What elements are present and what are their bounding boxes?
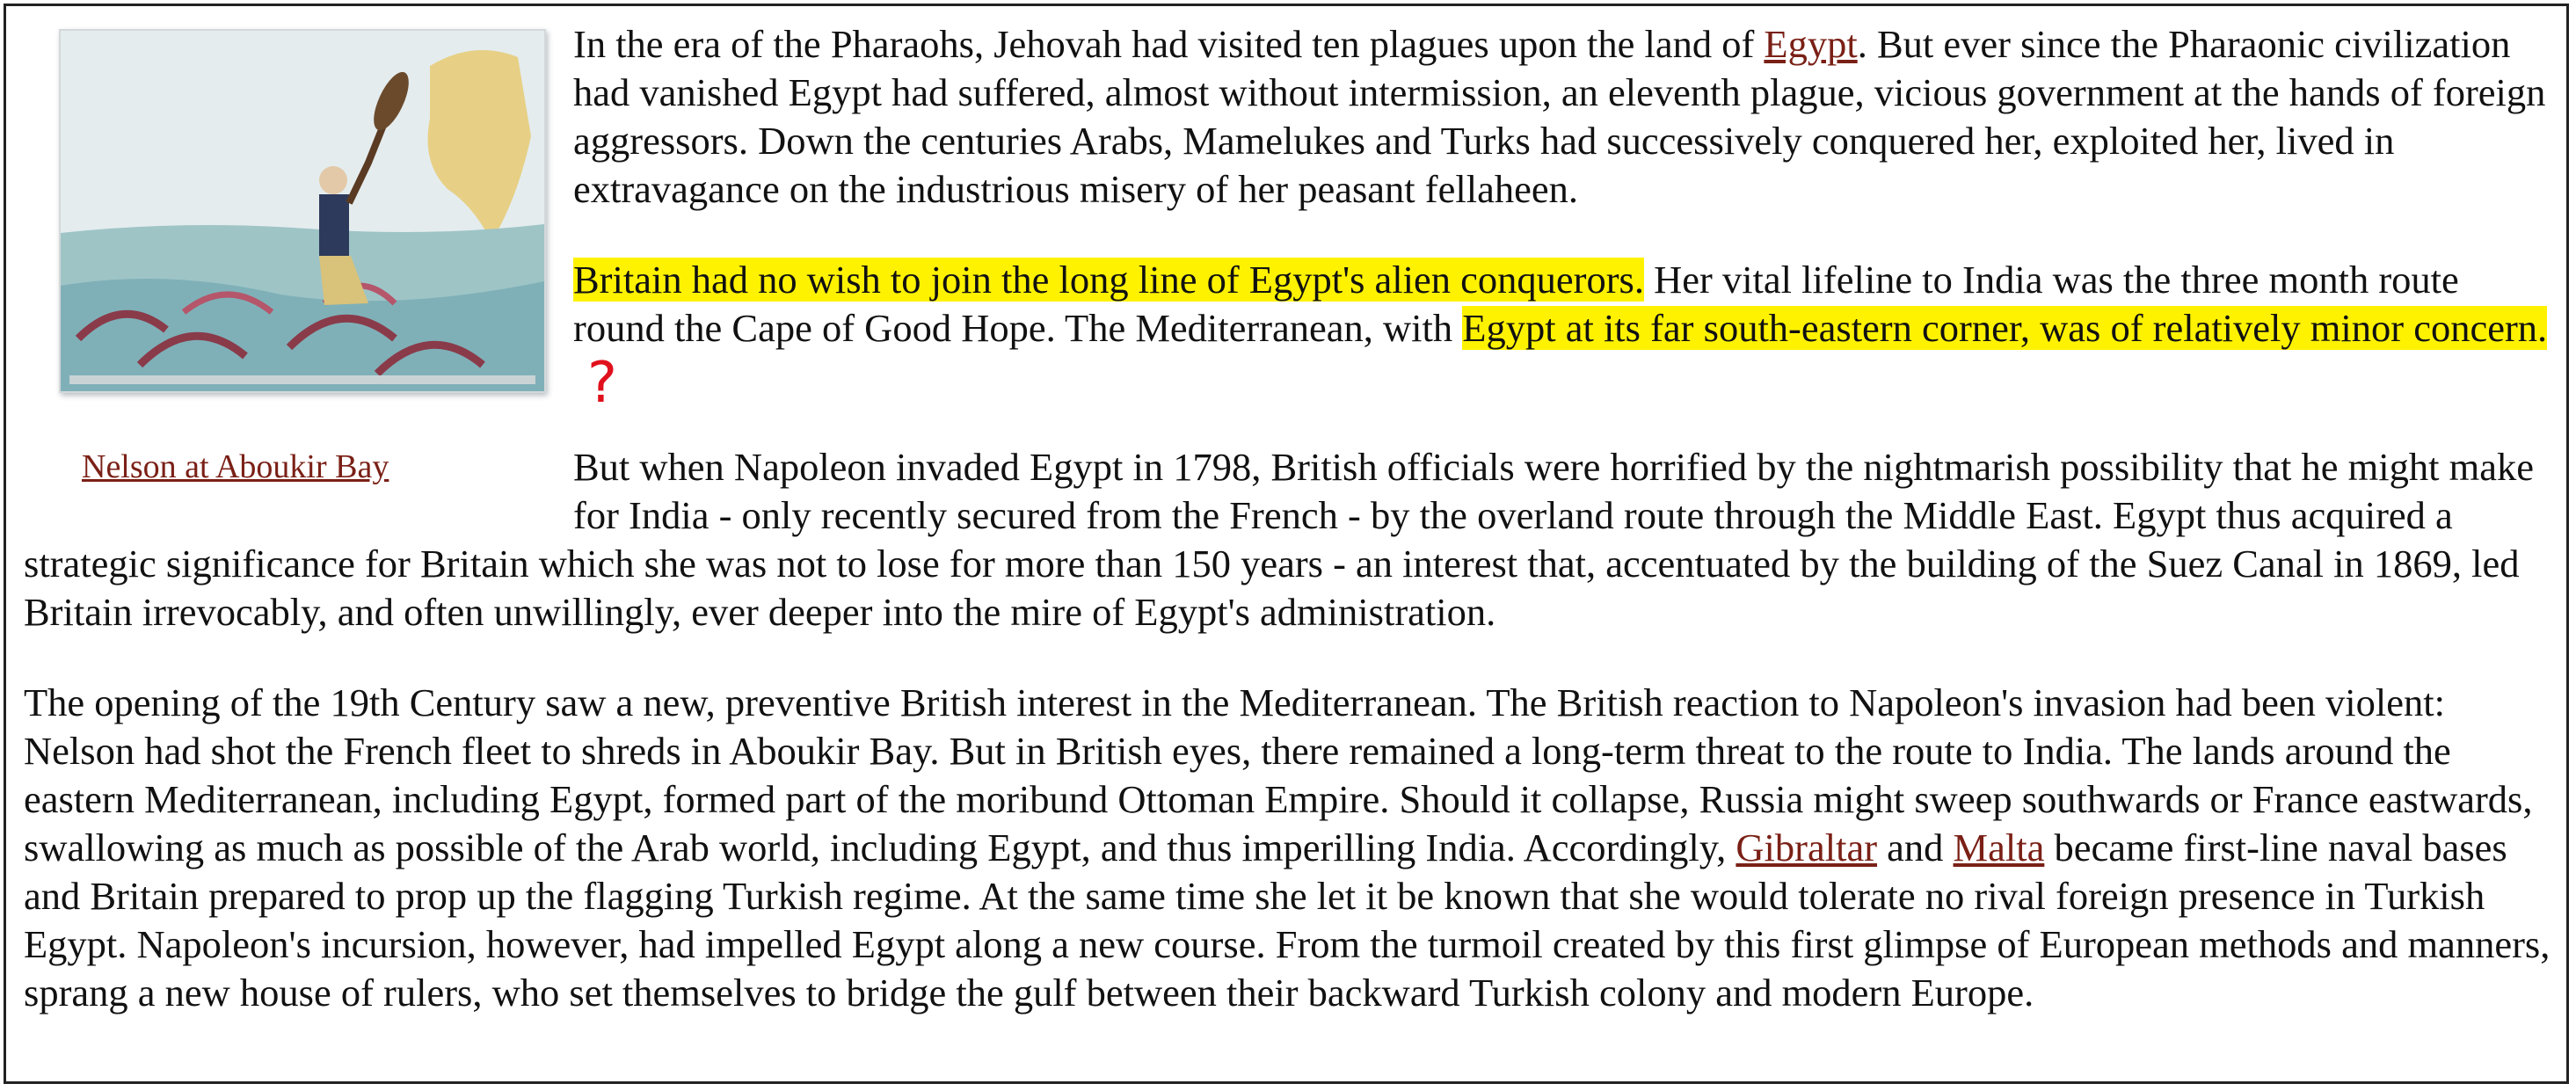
figure xyxy=(24,29,550,486)
link-gibraltar[interactable]: Gibraltar xyxy=(1736,826,1878,869)
paragraph-4 xyxy=(24,679,2556,1017)
figure-caption-link[interactable]: Nelson at Aboukir Bay xyxy=(82,448,389,485)
paragraph-1-text-a: In the era of the Pharaohs, Jehovah had visited ten plagues upon the land of xyxy=(573,22,1765,66)
highlight-2: Egypt at its far south-eastern corner, was of relatively minor concern. xyxy=(1462,306,2548,350)
paragraph-4-text-c: became first-line naval bases and Britain prepared to prop up the flagging Turkish regime. At the same time she let it be known that she would tolerate no rival foreign presence in Turkish Egypt. Napoleon's incursion, however, had impelled Egypt along a new course. From the turmoil created by this first glimpse of European methods and manners, sprang a new house of rulers, who set themselves to bridge the gulf between their backward Turkish colony and modern Europe. xyxy=(24,826,2551,1015)
paragraph-2-text: Her vital lifeline to India was the three month route round the Cape of Good Hope. The Mediterranean, with xyxy=(573,258,2459,350)
link-malta[interactable]: Malta xyxy=(1953,826,2045,869)
paragraph-3: But when Napoleon invaded Egypt in 1798, British officials were horrified by the nightmarish possibility that he might make for India - only recently secured from the French - by the overland route through the Middle East. Egypt thus acquired a strategic significance for Britain which she was not to lose for more than 150 years - an interest that, accentuated by the building of the Suez Canal in 1869, led Britain irrevocably, and often unwillingly, ever deeper into the mire of Egypt's administration. xyxy=(24,445,2534,634)
question-mark-annotation: ? xyxy=(587,351,617,416)
paragraph-4-text-b: and xyxy=(1877,826,1954,869)
paragraph-1-text-b: . But ever since the Pharaonic civilization had vanished Egypt had suffered, almost without intermission, an eleventh plague, vicious government at the hands of foreign aggressors. Down the centuries Arabs, Mamelukes and Turks had successively conquered her, exploited her, lived in extravagance on the industrious misery of her peasant fellaheen. xyxy=(573,22,2546,211)
page-frame xyxy=(4,4,2569,1084)
paragraph-4-text-a: The opening of the 19th Century saw a new, preventive British interest in the Mediterranean. The British reaction to Napoleon's invasion had been violent: Nelson had shot the French fleet to shreds in Aboukir Bay. But in British eyes, there remained a long-term threat to the route to India. The lands around the eastern Mediterranean, including Egypt, formed part of the moribund Ottoman Empire. Should it collapse, Russia might sweep southwards or France eastwards, swallowing as much as possible of the Arab world, including Egypt, and thus imperilling India. Accordingly, xyxy=(24,680,2533,869)
nelson-illustration xyxy=(59,29,546,393)
link-egypt[interactable]: Egypt xyxy=(1764,22,1858,66)
article-body xyxy=(24,20,2556,1059)
highlight-1: Britain had no wish to join the long line of Egypt's alien conquerors. xyxy=(573,258,1644,302)
